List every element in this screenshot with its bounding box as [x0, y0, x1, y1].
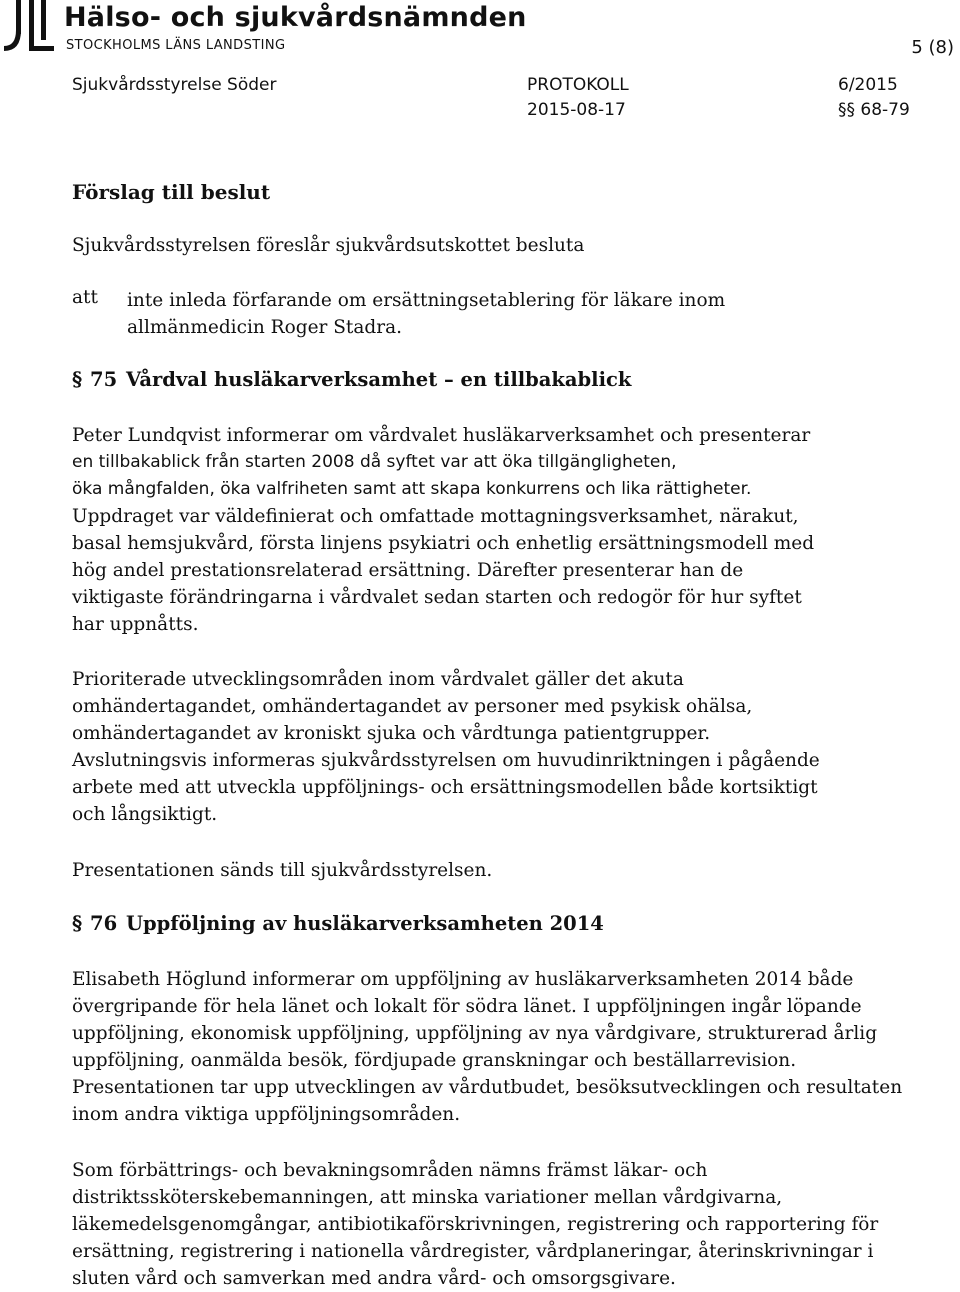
text-line: viktigaste förändringarna i vårdvalet sedan starten och redogör för hur syftet: [72, 587, 802, 608]
document-number: 6/2015: [838, 75, 898, 95]
text-line: uppföljning, ekonomisk uppföljning, uppföljning av nya vårdgivare, strukturerad årlig: [72, 1023, 878, 1044]
att-line: inte inleda förfarande om ersättningsetablering för läkare inom: [127, 290, 726, 311]
section-title: Vårdval husläkarverksamhet – en tillbakablick: [126, 368, 632, 391]
text-line: ersättning, registrering i nationella vårdregister, vårdplaneringar, återinskrivningar i: [72, 1241, 874, 1262]
text-line: uppföljning, oanmälda besök, fördjupade granskningar och beställarrevision.: [72, 1050, 797, 1071]
section-75-paragraph-3: Presentationen sänds till sjukvårdsstyrelsen.: [72, 860, 493, 881]
section-symbol: §: [72, 912, 83, 935]
att-line: allmänmedicin Roger Stadra.: [127, 317, 402, 338]
org-subtitle: STOCKHOLMS LÄNS LANDSTING: [66, 38, 286, 53]
text-line: Som förbättrings- och bevakningsområden nämns främst läkar- och: [72, 1160, 708, 1181]
proposal-intro: Sjukvårdsstyrelsen föreslår sjukvårdsutskottet besluta: [72, 235, 585, 256]
proposal-heading: Förslag till beslut: [72, 180, 271, 204]
text-line: omhändertagandet, omhändertagandet av personer med psykisk ohälsa,: [72, 696, 753, 717]
meeting-date: 2015-08-17: [527, 100, 626, 120]
text-line: arbete med att utveckla uppföljnings- och ersättningsmodellen både kortsiktigt: [72, 777, 818, 798]
text-line: övergripande för hela länet och lokalt för södra länet. I uppföljningen ingår löpande: [72, 996, 862, 1017]
att-clause: [127, 287, 725, 341]
paragraph-range: §§ 68-79: [838, 100, 910, 120]
text-line: Elisabeth Höglund informerar om uppföljning av husläkarverksamheten 2014 både: [72, 969, 854, 990]
text-line: och långsiktigt.: [72, 804, 218, 825]
text-line: omhändertagandet av kroniskt sjuka och vårdtunga patientgrupper.: [72, 723, 711, 744]
section-76-heading: [72, 912, 604, 935]
org-name: Hälso- och sjukvårdsnämnden: [64, 2, 527, 33]
landsting-logo-icon: [2, 0, 58, 52]
text-line: distriktssköterskebemanningen, att minska variationer mellan vårdgivarna,: [72, 1187, 783, 1208]
section-title: Uppföljning av husläkarverksamheten 2014: [126, 912, 604, 935]
text-line: Avslutningsvis informeras sjukvårdsstyrelsen om huvudinriktningen i pågående: [72, 750, 820, 771]
page-number: 5 (8): [911, 37, 954, 58]
text-line: Presentationen tar upp utvecklingen av vårdutbudet, besöksutvecklingen och resultaten: [72, 1077, 903, 1098]
section-75-paragraph-2: [72, 666, 912, 828]
att-label: att: [72, 287, 98, 308]
text-line: Peter Lundqvist informerar om vårdvalet husläkarverksamhet och presenterar: [72, 425, 811, 446]
text-line: Uppdraget var väldefinierat och omfattade mottagningsverksamhet, närakut,: [72, 506, 799, 527]
document-type: PROTOKOLL: [527, 75, 629, 95]
section-76-paragraph-1: [72, 966, 912, 1128]
text-line: läkemedelsgenomgångar, antibiotikaförskrivningen, registrering och rapportering för: [72, 1214, 879, 1235]
text-line: sluten vård och samverkan med andra vård- och omsorgsgivare.: [72, 1268, 676, 1289]
section-75-heading: [72, 368, 631, 391]
section-number: 76: [90, 912, 118, 935]
section-75-paragraph-1: [72, 422, 912, 638]
text-line: öka mångfalden, öka valfriheten samt att skapa konkurrens och lika rättigheter.: [72, 479, 752, 499]
text-line: hög andel prestationsrelaterad ersättning. Därefter presenterar han de: [72, 560, 744, 581]
text-line: Prioriterade utvecklingsområden inom vårdvalet gäller det akuta: [72, 669, 684, 690]
section-symbol: §: [72, 368, 83, 391]
text-line: har uppnåtts.: [72, 614, 199, 635]
text-line: basal hemsjukvård, första linjens psykiatri och enhetlig ersättningsmodell med: [72, 533, 815, 554]
text-line: inom andra viktiga uppföljningsområden.: [72, 1104, 461, 1125]
section-number: 75: [90, 368, 118, 391]
text-line: en tillbakablick från starten 2008 då syftet var att öka tillgängligheten,: [72, 452, 677, 472]
committee-name: Sjukvårdsstyrelse Söder: [72, 75, 277, 95]
section-76-paragraph-2: [72, 1157, 912, 1292]
